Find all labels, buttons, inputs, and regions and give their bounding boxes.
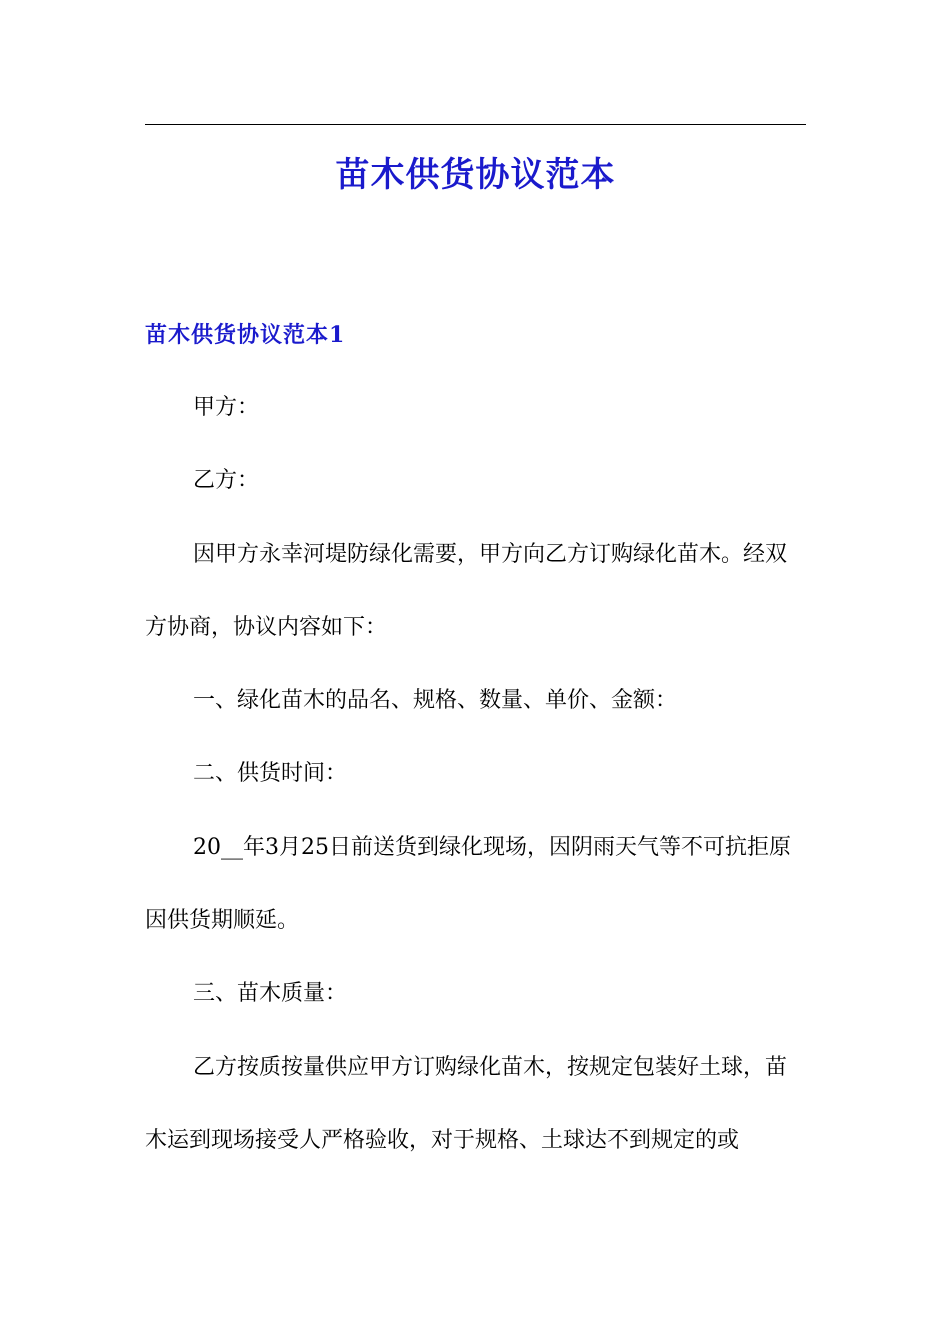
paragraph-clause-1: 一、绿化苗木的品名、规格、数量、单价、金额：	[193, 688, 678, 713]
header-rule	[145, 124, 806, 125]
paragraph-quality: 乙方按质按量供应甲方订购绿化苗木，按规定包装好土球，苗木运到现场接受人严格验收，对于规格、土球达不到规定的或	[145, 1055, 788, 1153]
paragraph-party-a: 甲方：	[193, 395, 260, 420]
document-body	[145, 390, 806, 1196]
document-title: 苗木供货协议范本	[335, 155, 616, 195]
paragraph-party-b: 乙方：	[193, 468, 260, 493]
paragraph-delivery-time: 20__年3月25日前送货到绿化现场，因阴雨天气等不可抗拒原因供货期顺延。	[145, 835, 791, 933]
paragraph-clause-3: 三、苗木质量：	[193, 981, 348, 1006]
paragraph-intro: 因甲方永幸河堤防绿化需要，甲方向乙方订购绿化苗木。经双方协商，协议内容如下：	[145, 542, 788, 640]
paragraph-clause-2: 二、供货时间：	[193, 761, 348, 786]
section-title: 苗木供货协议范本1	[145, 322, 346, 348]
